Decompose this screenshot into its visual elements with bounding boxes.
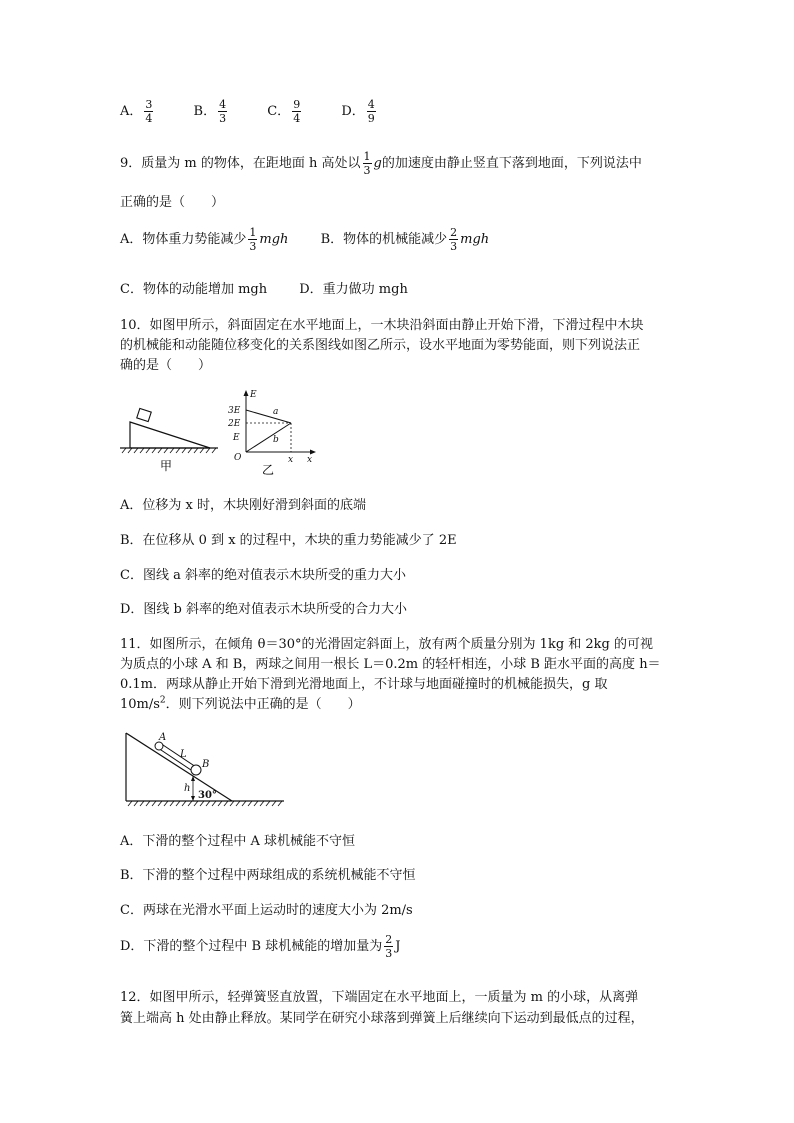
- q9-option-a: A．物体重力势能减少 $\frac{1}{3}$ mgh: [120, 226, 289, 253]
- q10-tick-3e: 3E: [228, 406, 241, 416]
- q11-rod-bottom: [158, 748, 194, 772]
- q10-line-a: [246, 410, 291, 423]
- q10-option-a: A．位移为 x 时，木块刚好滑到斜面的底端: [120, 498, 366, 513]
- q11-label-b: B: [202, 759, 210, 770]
- q11-stem-line3: 0.1m．两球从静止开始下滑到光滑地面上，不计球与地面碰撞时的机械能损失，g 取: [120, 677, 608, 692]
- q10-axis-label-x: x: [307, 455, 313, 465]
- q10-stem-line2: 的机械能和动能随位移变化的关系图线如图乙所示，设水平地面为零势能面，则下列说法正: [120, 338, 641, 353]
- q10-axis-label-e: E: [250, 390, 257, 400]
- q9-option-c: C．物体的动能增加 mgh: [120, 282, 268, 297]
- q12-stem-line2: 簧上端高 h 处由静止释放。某同学在研究小球落到弹簧上后继续向下运动到最低点的过程，: [120, 1011, 644, 1026]
- q9-stem-line2: 正确的是（ ）: [120, 195, 225, 210]
- q10-option-c: C．图线 a 斜率的绝对值表示木块所受的重力大小: [120, 568, 406, 583]
- q11-label-h: h: [184, 783, 191, 794]
- q12-stem-line1: 12．如图甲所示，轻弹簧竖直放置，下端固定在水平地面上，一质量为 m 的小球，从离弹: [120, 990, 639, 1005]
- q10-option-b: B．在位移从 0 到 x 的过程中，木块的重力势能减少了 2E: [120, 533, 457, 548]
- q10-line-b-label: b: [273, 435, 279, 445]
- q11-option-a: A．下滑的整个过程中 A 球机械能不守恒: [120, 834, 356, 849]
- q10-line-a-label: a: [273, 407, 279, 417]
- q11-option-b: B．下滑的整个过程中两球组成的系统机械能不守恒: [120, 868, 416, 883]
- q10-tick-e: E: [233, 433, 240, 443]
- q8-options: [120, 98, 412, 125]
- q10-block: [137, 408, 152, 421]
- q10-stem-line1: 10．如图甲所示，斜面固定在水平地面上，一木块沿斜面由静止开始下滑，下滑过程中木块: [120, 318, 644, 333]
- q11-height-arrow-down: [191, 796, 195, 801]
- q10-stem-line3: 确的是（ ）: [120, 358, 212, 373]
- q10-line-b: [246, 423, 291, 452]
- q11-stem-line4: $10m/s^2$．则下列说法中正确的是（ ）: [120, 695, 361, 712]
- q9-option-b: B．物体的机械能减少 $\frac{2}{3}$ mgh: [320, 226, 490, 253]
- q10-label-jia: 甲: [160, 459, 173, 473]
- q10-tick-x: x: [288, 455, 294, 465]
- q10-origin: O: [234, 453, 242, 463]
- q10-option-d: D．图线 b 斜率的绝对值表示木块所受的合力大小: [120, 602, 408, 617]
- q11-label-a: A: [159, 732, 167, 743]
- q10-axis-y-arrow: [244, 390, 249, 396]
- q11-ground-hatch: [128, 801, 282, 806]
- q11-stem-line1: 11．如图所示，在倾角 θ＝30°的光滑固定斜面上，放有两个质量分别为 1kg 和 2kg 的可视: [120, 637, 654, 652]
- q11-option-d: D．下滑的整个过程中 B 球机械能的增加量为 $\frac{2}{3}$ J: [120, 933, 401, 960]
- q11-ball-b: [191, 765, 201, 775]
- q10-ground-hatch: [122, 448, 216, 453]
- q10-incline: [130, 422, 210, 448]
- q8-option-a: A． $\frac{3}{4}$: [120, 98, 153, 125]
- q11-rod-top: [160, 743, 196, 767]
- q11-stem-line2: 为质点的小球 A 和 B，两球之间用一根长 L＝0.2m 的轻杆相连，小球 B 距水平面的高度 h＝: [120, 657, 661, 672]
- q10-tick-2e: 2E: [228, 419, 241, 429]
- q11-ball-a: [155, 742, 163, 750]
- q10-label-yi: 乙: [262, 463, 275, 477]
- q10-figure-jia: [118, 400, 228, 475]
- q9-stem-line1: 9．质量为 m 的物体，在距地面 h 高处以 $\frac{1}{3}$ g的加速度由静止竖直下落到地面，下列说法中: [120, 150, 642, 177]
- q11-option-c: C．两球在光滑水平面上运动时的速度大小为 2m/s: [120, 903, 413, 918]
- q8-option-c: C． $\frac{9}{4}$: [267, 98, 301, 125]
- q11-label-l: L: [180, 749, 187, 760]
- q11-figure: [118, 725, 288, 810]
- q10-axis-x-arrow: [310, 450, 316, 455]
- q9-options-cd: [120, 278, 408, 297]
- q8-option-b: B． $\frac{4}{3}$: [193, 98, 227, 125]
- q10-figure-yi: [226, 388, 321, 478]
- q9-options-ab: [120, 226, 489, 253]
- q11-label-angle: 30°: [198, 790, 217, 801]
- q8-option-d: D． $\frac{4}{9}$: [341, 98, 375, 125]
- q9-option-d: D．重力做功 mgh: [299, 282, 408, 297]
